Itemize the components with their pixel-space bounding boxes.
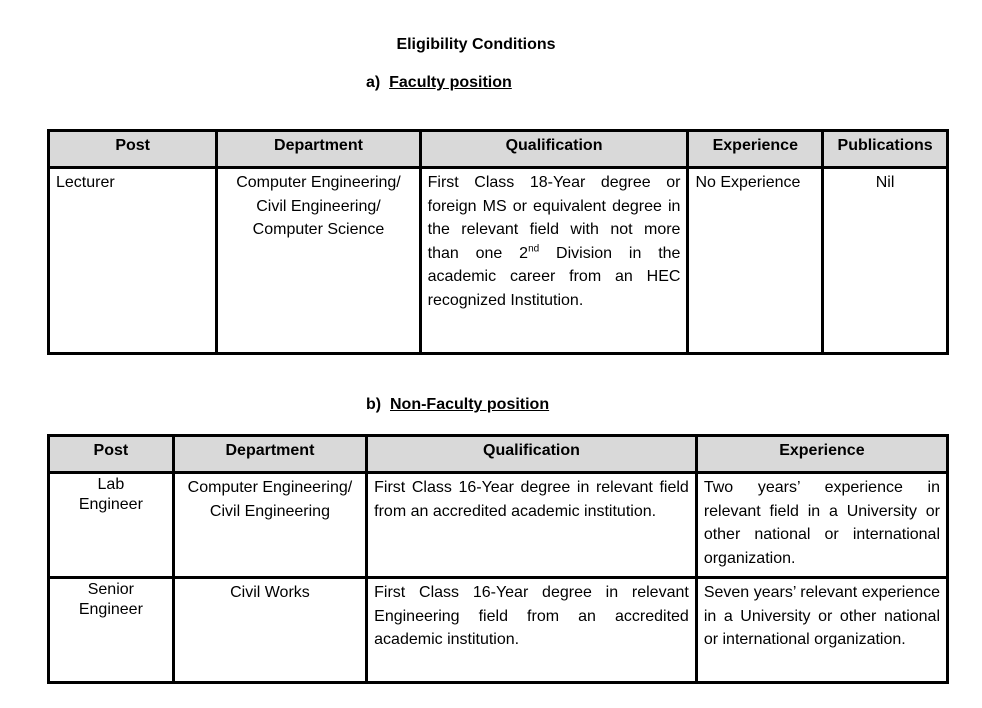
cell-experience: Seven years’ relevant experience in a University or other national or international organization.	[696, 578, 947, 683]
cell-experience: Two years’ experience in relevant field in a University or other national or international organization.	[696, 473, 947, 578]
department-line: Civil Engineering	[209, 502, 330, 520]
cell-qualification: First Class 16-Year degree in relevant field from an accredited academic institution.	[367, 473, 697, 578]
department-line: Civil Works	[230, 584, 310, 601]
header-qualification: Qualification	[420, 131, 688, 168]
department-line: Computer Science	[252, 221, 385, 238]
cell-department	[173, 578, 366, 683]
header-post: Post	[49, 436, 174, 473]
header-department: Department	[217, 131, 420, 168]
header-experience: Experience	[696, 436, 947, 473]
cell-department	[173, 473, 366, 578]
department-line: Computer Engineering/	[236, 174, 401, 191]
cell-department	[217, 168, 420, 354]
faculty-header-row	[49, 131, 948, 168]
cell-qualification	[420, 168, 688, 354]
header-qualification: Qualification	[367, 436, 697, 473]
non-faculty-header-row	[49, 436, 948, 473]
post-line: Engineer	[78, 496, 143, 513]
non-faculty-section-heading	[366, 396, 549, 414]
ordinal-suffix: nd	[528, 243, 540, 255]
cell-qualification: First Class 16-Year degree in relevant Engineering field from an accredited academic institution.	[367, 578, 697, 683]
post-line: Senior	[87, 581, 134, 598]
cell-post: Lecturer	[49, 168, 217, 354]
cell-publications: Nil	[823, 168, 948, 354]
post-line: Lab	[97, 476, 125, 493]
faculty-section-marker: a)	[366, 74, 381, 91]
faculty-table	[47, 129, 949, 355]
non-faculty-section-title: Non-Faculty position	[390, 396, 550, 413]
qualification-text: First Class 18-Year degree or foreign MS or equivalent degree in the relevant field with not more than one 2	[427, 174, 681, 262]
qualification-text-cont: Division in the academic career from an HEC recognized Institution.	[427, 244, 681, 309]
department-line: Civil Engineering/	[256, 197, 381, 215]
header-department: Department	[173, 436, 366, 473]
non-faculty-section-marker: b)	[366, 396, 382, 413]
cell-experience: No Experience	[688, 168, 823, 354]
faculty-section-heading	[366, 74, 512, 92]
cell-post	[49, 473, 174, 578]
faculty-section-title: Faculty position	[389, 74, 512, 91]
cell-post	[49, 578, 174, 683]
table-row	[49, 473, 948, 578]
header-publications: Publications	[823, 131, 948, 168]
table-row	[49, 578, 948, 683]
header-post: Post	[49, 131, 217, 168]
post-line: Engineer	[78, 601, 143, 618]
document-title: Eligibility Conditions	[396, 36, 556, 53]
table-row	[49, 168, 948, 354]
department-line: Computer Engineering/	[187, 479, 353, 496]
non-faculty-table	[47, 434, 949, 684]
header-experience: Experience	[688, 131, 823, 168]
